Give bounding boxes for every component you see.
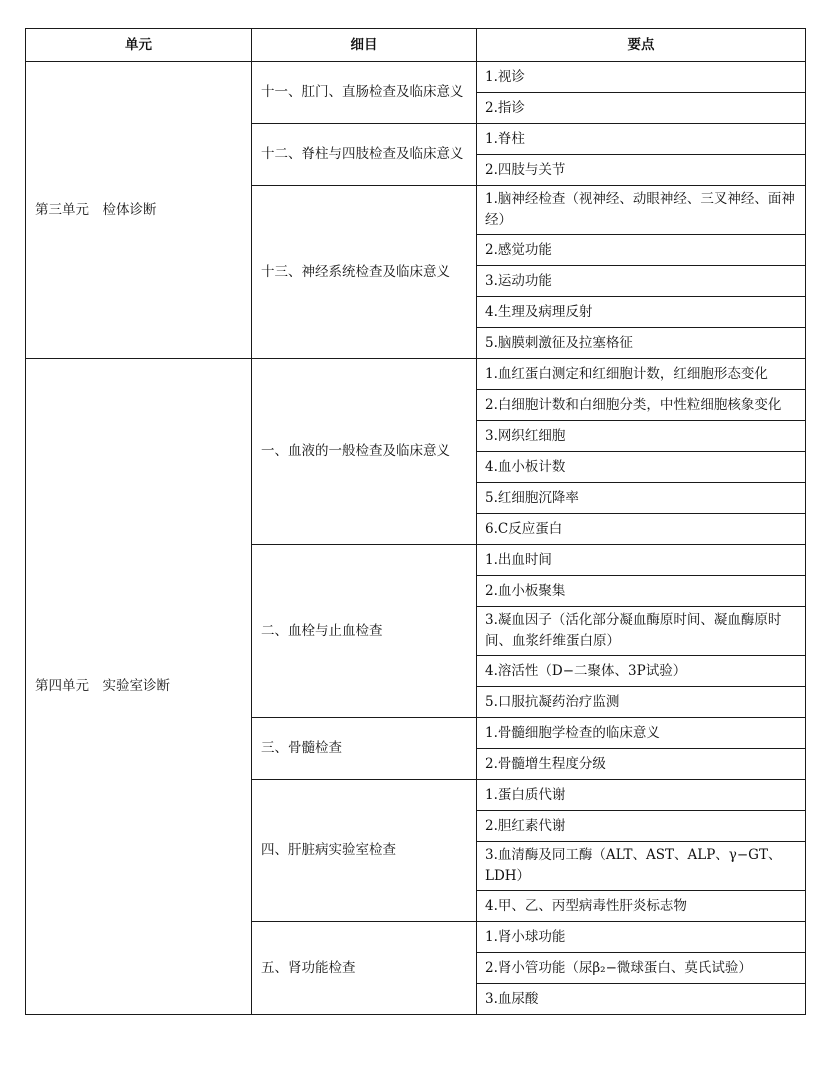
point-cell: 2.骨髓增生程度分级 bbox=[477, 749, 806, 780]
unit-cell: 第四单元 实验室诊断 bbox=[26, 359, 252, 1015]
header-unit: 单元 bbox=[26, 29, 252, 62]
point-cell: 3.血清酶及同工酶（ALT、AST、ALP、γ−GT、LDH） bbox=[477, 842, 806, 891]
header-category: 细目 bbox=[252, 29, 477, 62]
syllabus-table bbox=[25, 28, 806, 1015]
point-cell: 1.血红蛋白测定和红细胞计数，红细胞形态变化 bbox=[477, 359, 806, 390]
point-cell: 2.肾小管功能（尿β₂−微球蛋白、莫氏试验） bbox=[477, 953, 806, 984]
point-cell: 5.口服抗凝药治疗监测 bbox=[477, 687, 806, 718]
point-cell: 1.视诊 bbox=[477, 62, 806, 93]
point-cell: 5.脑膜刺激征及拉塞格征 bbox=[477, 328, 806, 359]
category-cell: 二、血栓与止血检查 bbox=[252, 545, 477, 718]
point-cell: 3.运动功能 bbox=[477, 266, 806, 297]
point-cell: 3.血尿酸 bbox=[477, 984, 806, 1015]
point-cell: 1.肾小球功能 bbox=[477, 922, 806, 953]
point-cell: 1.出血时间 bbox=[477, 545, 806, 576]
point-cell: 1.骨髓细胞学检查的临床意义 bbox=[477, 718, 806, 749]
point-cell: 2.血小板聚集 bbox=[477, 576, 806, 607]
unit-cell: 第三单元 检体诊断 bbox=[26, 62, 252, 359]
category-cell: 十一、肛门、直肠检查及临床意义 bbox=[252, 62, 477, 124]
category-cell: 十三、神经系统检查及临床意义 bbox=[252, 186, 477, 359]
category-cell: 五、肾功能检查 bbox=[252, 922, 477, 1015]
point-cell: 2.感觉功能 bbox=[477, 235, 806, 266]
header-row bbox=[26, 29, 806, 62]
point-cell: 5.红细胞沉降率 bbox=[477, 483, 806, 514]
point-cell: 1.脑神经检查（视神经、动眼神经、三叉神经、面神经） bbox=[477, 186, 806, 235]
header-points: 要点 bbox=[477, 29, 806, 62]
point-cell: 1.蛋白质代谢 bbox=[477, 780, 806, 811]
point-cell: 4.血小板计数 bbox=[477, 452, 806, 483]
category-cell: 四、肝脏病实验室检查 bbox=[252, 780, 477, 922]
point-cell: 2.白细胞计数和白细胞分类，中性粒细胞核象变化 bbox=[477, 390, 806, 421]
point-cell: 3.凝血因子（活化部分凝血酶原时间、凝血酶原时间、血浆纤维蛋白原） bbox=[477, 607, 806, 656]
point-cell: 4.生理及病理反射 bbox=[477, 297, 806, 328]
point-cell: 4.甲、乙、丙型病毒性肝炎标志物 bbox=[477, 891, 806, 922]
point-cell: 1.脊柱 bbox=[477, 124, 806, 155]
point-cell: 6.C反应蛋白 bbox=[477, 514, 806, 545]
point-cell: 2.四肢与关节 bbox=[477, 155, 806, 186]
table-row bbox=[26, 359, 806, 390]
point-cell: 2.指诊 bbox=[477, 93, 806, 124]
category-cell: 一、血液的一般检查及临床意义 bbox=[252, 359, 477, 545]
point-cell: 2.胆红素代谢 bbox=[477, 811, 806, 842]
point-cell: 3.网织红细胞 bbox=[477, 421, 806, 452]
table-row bbox=[26, 62, 806, 93]
category-cell: 三、骨髓检查 bbox=[252, 718, 477, 780]
point-cell: 4.溶活性（D−二聚体、3P试验） bbox=[477, 656, 806, 687]
category-cell: 十二、脊柱与四肢检查及临床意义 bbox=[252, 124, 477, 186]
